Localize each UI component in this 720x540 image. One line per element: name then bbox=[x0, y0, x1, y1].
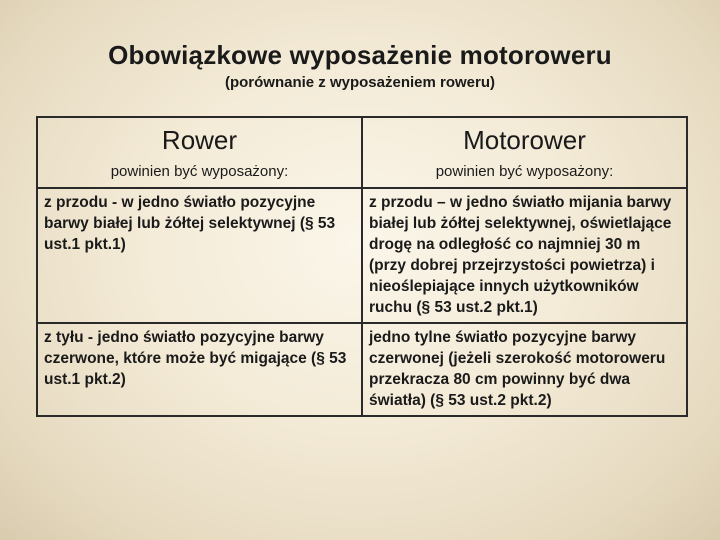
table-row bbox=[37, 188, 687, 323]
table-subheader-row bbox=[37, 159, 687, 188]
table-cell-motorower-rear: jedno tylne światło pozycyjne barwy czerwonej (jeżeli szerokość motoroweru przekracza 80 cm powinny być dwa światła) (§ 53 ust.2 pkt.2) bbox=[362, 323, 687, 416]
column-subheader-motorower: powinien być wyposażony: bbox=[362, 159, 687, 188]
comparison-table bbox=[36, 116, 688, 417]
table-cell-motorower-front: z przodu – w jedno światło mijania barwy białej lub żółtej selektywnej, oświetlające drogę na odległość co najmniej 30 m (przy dobrej przejrzystości powietrza) i nieoślepiające innych użytkowników ruchu (§ 53 ust.2 pkt.1) bbox=[362, 188, 687, 323]
slide-subtitle: (porównanie z wyposażeniem roweru) bbox=[224, 74, 496, 91]
column-header-rower: Rower bbox=[37, 117, 362, 159]
column-subheader-rower: powinien być wyposażony: bbox=[37, 159, 362, 188]
slide-title: Obowiązkowe wyposażenie motoroweru bbox=[108, 40, 612, 70]
table-cell-rower-rear: z tyłu - jedno światło pozycyjne barwy czerwone, które może być migające (§ 53 ust.1 pkt.2) bbox=[37, 323, 362, 416]
table-row bbox=[37, 323, 687, 416]
table-header-row bbox=[37, 117, 687, 159]
table-cell-rower-front: z przodu - w jedno światło pozycyjne barwy białej lub żółtej selektywnej (§ 53 ust.1 pkt.1) bbox=[37, 188, 362, 323]
column-header-motorower: Motorower bbox=[362, 117, 687, 159]
